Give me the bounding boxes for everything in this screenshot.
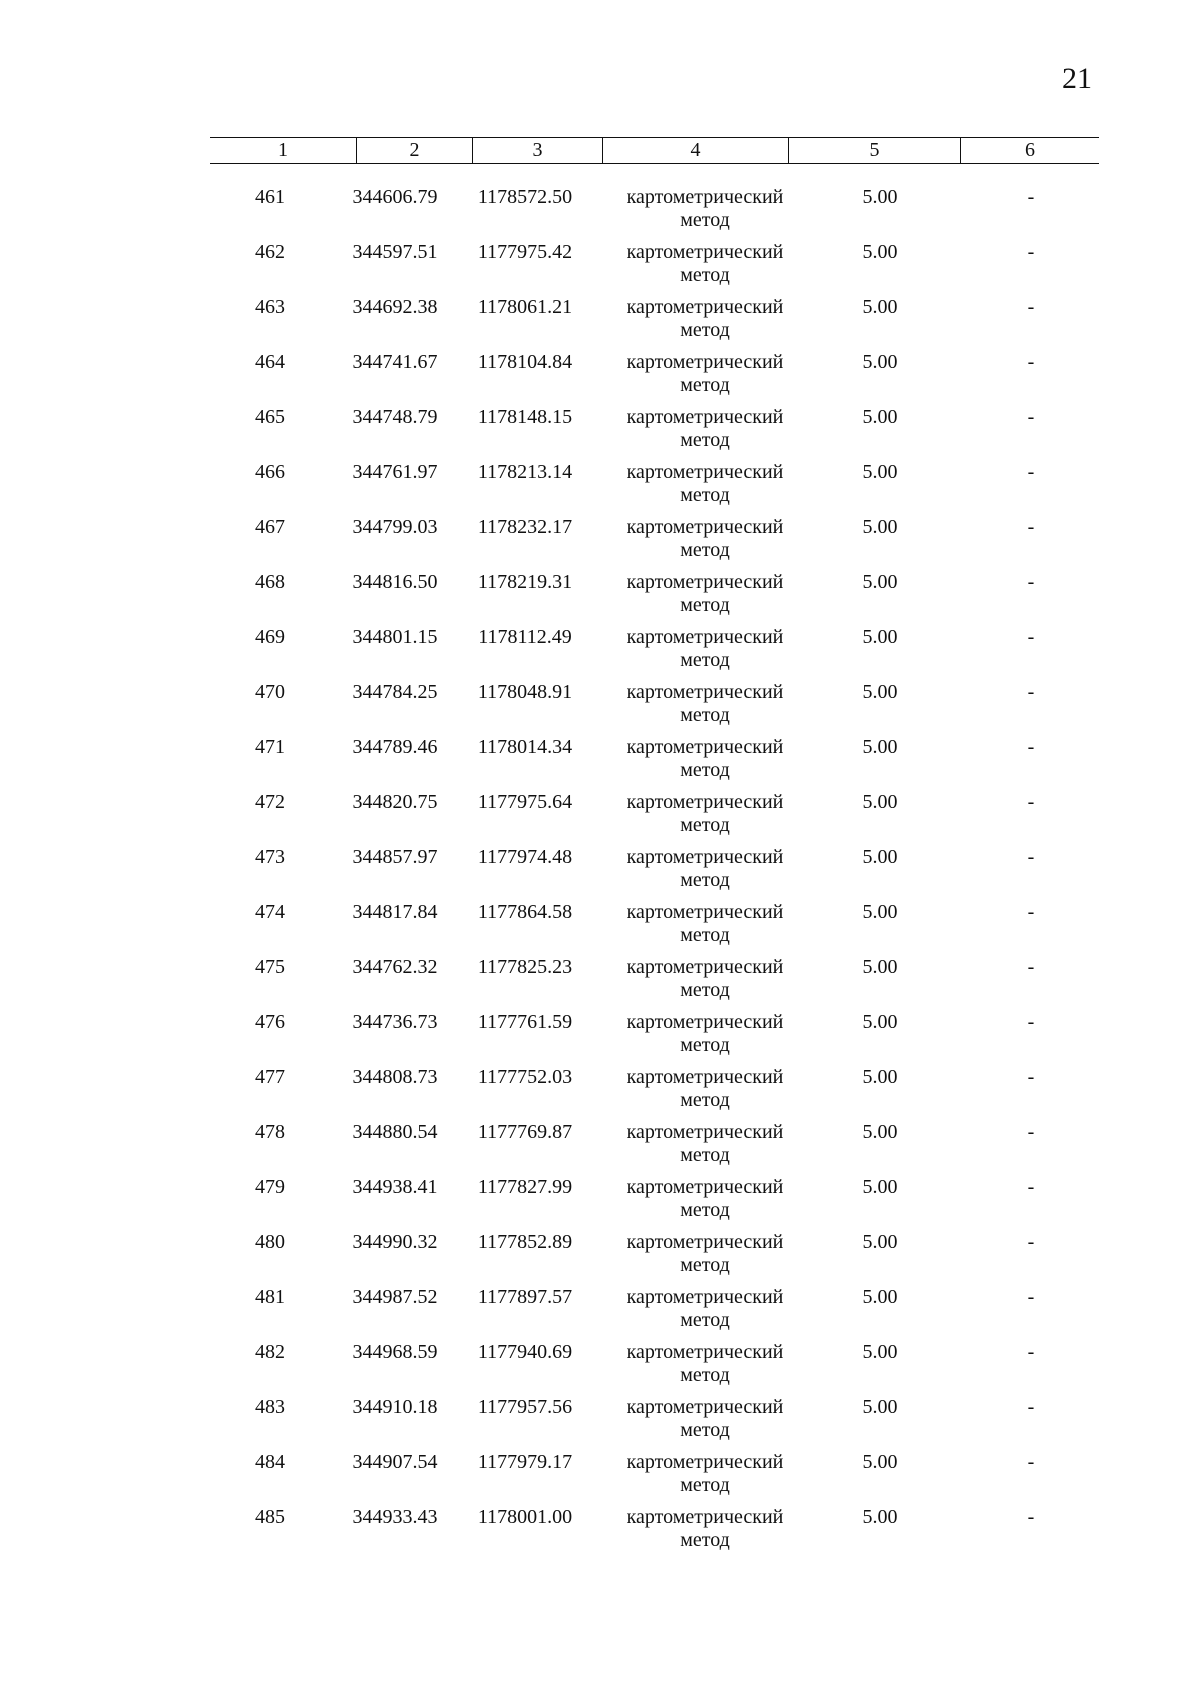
point-number-cell: 478 bbox=[255, 1121, 285, 1143]
method-line-1: картометрический bbox=[626, 846, 784, 868]
method-cell bbox=[600, 791, 810, 837]
method-cell bbox=[600, 1011, 810, 1057]
coordinate-x-cell: 344799.03 bbox=[352, 516, 438, 538]
coordinate-y-cell: 1177975.64 bbox=[477, 791, 573, 813]
description-cell: - bbox=[1027, 1121, 1035, 1143]
method-cell bbox=[600, 956, 810, 1002]
description-cell: - bbox=[1027, 956, 1035, 978]
method-line-1: картометрический bbox=[626, 681, 784, 703]
description-cell: - bbox=[1027, 296, 1035, 318]
coordinate-y-cell: 1177975.42 bbox=[477, 241, 573, 263]
coordinate-x-cell: 344816.50 bbox=[352, 571, 438, 593]
point-number-cell: 474 bbox=[255, 901, 285, 923]
header-cell-6: 6 bbox=[960, 138, 1099, 163]
method-cell bbox=[600, 1286, 810, 1332]
table-row bbox=[210, 241, 1099, 296]
description-cell: - bbox=[1027, 791, 1035, 813]
method-cell bbox=[600, 241, 810, 287]
coordinate-x-cell: 344817.84 bbox=[352, 901, 438, 923]
coordinate-y-cell: 1178112.49 bbox=[478, 626, 572, 648]
accuracy-cell: 5.00 bbox=[862, 516, 898, 538]
method-line-1: картометрический bbox=[626, 791, 784, 813]
coordinate-x-cell: 344987.52 bbox=[352, 1286, 438, 1308]
method-line-1: картометрический bbox=[626, 406, 784, 428]
table-row bbox=[210, 626, 1099, 681]
accuracy-cell: 5.00 bbox=[862, 406, 898, 428]
coordinate-y-cell: 1178014.34 bbox=[477, 736, 573, 758]
method-line-1: картометрический bbox=[626, 1506, 784, 1528]
accuracy-cell: 5.00 bbox=[862, 1451, 898, 1473]
method-line-1: картометрический bbox=[626, 1451, 784, 1473]
coordinate-y-cell: 1178572.50 bbox=[477, 186, 573, 208]
accuracy-cell: 5.00 bbox=[862, 1286, 898, 1308]
coordinate-y-cell: 1178219.31 bbox=[477, 571, 573, 593]
coordinate-y-cell: 1178104.84 bbox=[477, 351, 573, 373]
description-cell: - bbox=[1027, 626, 1035, 648]
coordinate-x-cell: 344692.38 bbox=[352, 296, 438, 318]
accuracy-cell: 5.00 bbox=[862, 351, 898, 373]
accuracy-cell: 5.00 bbox=[862, 1341, 898, 1363]
table-row bbox=[210, 296, 1099, 351]
method-cell bbox=[600, 406, 810, 452]
method-line-1: картометрический bbox=[626, 1341, 784, 1363]
description-cell: - bbox=[1027, 1506, 1035, 1528]
method-line-1: картометрический bbox=[626, 1231, 784, 1253]
accuracy-cell: 5.00 bbox=[862, 1176, 898, 1198]
method-line-2: метод bbox=[680, 1474, 730, 1496]
coordinate-x-cell: 344748.79 bbox=[352, 406, 438, 428]
table-row bbox=[210, 1176, 1099, 1231]
description-cell: - bbox=[1027, 571, 1035, 593]
coordinate-y-cell: 1178213.14 bbox=[477, 461, 573, 483]
point-number-cell: 464 bbox=[255, 351, 285, 373]
method-cell bbox=[600, 1176, 810, 1222]
description-cell: - bbox=[1027, 1231, 1035, 1253]
method-line-2: метод bbox=[680, 1144, 730, 1166]
accuracy-cell: 5.00 bbox=[862, 1011, 898, 1033]
coordinate-x-cell: 344820.75 bbox=[352, 791, 438, 813]
method-cell bbox=[600, 516, 810, 562]
table-row bbox=[210, 1286, 1099, 1341]
description-cell: - bbox=[1027, 406, 1035, 428]
method-line-1: картометрический bbox=[626, 296, 784, 318]
header-cell-1: 1 bbox=[278, 139, 288, 161]
description-cell: - bbox=[1027, 736, 1035, 758]
description-cell: - bbox=[1027, 1451, 1035, 1473]
accuracy-cell: 5.00 bbox=[862, 461, 898, 483]
method-line-2: метод bbox=[680, 1309, 730, 1331]
coordinate-x-cell: 344938.41 bbox=[352, 1176, 438, 1198]
coordinate-y-cell: 1177852.89 bbox=[477, 1231, 573, 1253]
description-cell: - bbox=[1027, 516, 1035, 538]
point-number-cell: 462 bbox=[255, 241, 285, 263]
page-number: 21 bbox=[1062, 62, 1092, 95]
method-line-2: метод bbox=[680, 814, 730, 836]
description-cell: - bbox=[1027, 1066, 1035, 1088]
coordinate-x-cell: 344736.73 bbox=[352, 1011, 438, 1033]
header-cell-5: 5 bbox=[788, 138, 960, 163]
point-number-cell: 485 bbox=[255, 1506, 285, 1528]
point-number-cell: 480 bbox=[255, 1231, 285, 1253]
point-number-cell: 467 bbox=[255, 516, 285, 538]
method-line-1: картометрический bbox=[626, 571, 784, 593]
point-number-cell: 476 bbox=[255, 1011, 285, 1033]
method-cell bbox=[600, 1506, 810, 1552]
accuracy-cell: 5.00 bbox=[862, 736, 898, 758]
method-line-2: метод bbox=[680, 924, 730, 946]
method-line-2: метод bbox=[680, 1529, 730, 1551]
coordinate-x-cell: 344761.97 bbox=[352, 461, 438, 483]
method-line-1: картометрический bbox=[626, 901, 784, 923]
point-number-cell: 482 bbox=[255, 1341, 285, 1363]
point-number-cell: 477 bbox=[255, 1066, 285, 1088]
description-cell: - bbox=[1027, 1396, 1035, 1418]
accuracy-cell: 5.00 bbox=[862, 956, 898, 978]
method-line-2: метод bbox=[680, 1199, 730, 1221]
accuracy-cell: 5.00 bbox=[862, 241, 898, 263]
table-row bbox=[210, 681, 1099, 736]
coordinate-y-cell: 1177769.87 bbox=[477, 1121, 573, 1143]
point-number-cell: 463 bbox=[255, 296, 285, 318]
table-row bbox=[210, 1231, 1099, 1286]
table-row bbox=[210, 1121, 1099, 1176]
accuracy-cell: 5.00 bbox=[862, 1396, 898, 1418]
table-row bbox=[210, 791, 1099, 846]
coordinate-y-cell: 1177827.99 bbox=[477, 1176, 573, 1198]
method-cell bbox=[600, 846, 810, 892]
method-cell bbox=[600, 186, 810, 232]
method-line-1: картометрический bbox=[626, 736, 784, 758]
method-line-1: картометрический bbox=[626, 626, 784, 648]
method-line-1: картометрический bbox=[626, 351, 784, 373]
coordinate-y-cell: 1177752.03 bbox=[477, 1066, 573, 1088]
description-cell: - bbox=[1027, 186, 1035, 208]
coordinate-x-cell: 344933.43 bbox=[352, 1506, 438, 1528]
header-cell-2: 2 bbox=[356, 138, 472, 163]
method-cell bbox=[600, 736, 810, 782]
method-line-1: картометрический bbox=[626, 956, 784, 978]
coordinate-x-cell: 344606.79 bbox=[352, 186, 438, 208]
coordinate-x-cell: 344784.25 bbox=[352, 681, 438, 703]
method-line-2: метод bbox=[680, 869, 730, 891]
method-line-1: картометрический bbox=[626, 1011, 784, 1033]
description-cell: - bbox=[1027, 681, 1035, 703]
method-line-2: метод bbox=[680, 704, 730, 726]
description-cell: - bbox=[1027, 461, 1035, 483]
table-row bbox=[210, 186, 1099, 241]
description-cell: - bbox=[1027, 1341, 1035, 1363]
method-line-2: метод bbox=[680, 649, 730, 671]
method-cell bbox=[600, 1066, 810, 1112]
coordinate-y-cell: 1177979.17 bbox=[477, 1451, 573, 1473]
coordinate-x-cell: 344597.51 bbox=[352, 241, 438, 263]
coordinate-x-cell: 344880.54 bbox=[352, 1121, 438, 1143]
method-line-2: метод bbox=[680, 759, 730, 781]
method-line-1: картометрический bbox=[626, 461, 784, 483]
method-cell bbox=[600, 1121, 810, 1167]
description-cell: - bbox=[1027, 1286, 1035, 1308]
method-line-2: метод bbox=[680, 1419, 730, 1441]
method-cell bbox=[600, 681, 810, 727]
method-cell bbox=[600, 901, 810, 947]
table-row bbox=[210, 1066, 1099, 1121]
coordinate-x-cell: 344907.54 bbox=[352, 1451, 438, 1473]
point-number-cell: 469 bbox=[255, 626, 285, 648]
description-cell: - bbox=[1027, 1011, 1035, 1033]
header-cell-3: 3 bbox=[472, 138, 602, 163]
point-number-cell: 483 bbox=[255, 1396, 285, 1418]
accuracy-cell: 5.00 bbox=[862, 1231, 898, 1253]
point-number-cell: 468 bbox=[255, 571, 285, 593]
coordinate-y-cell: 1177974.48 bbox=[477, 846, 573, 868]
coordinate-x-cell: 344762.32 bbox=[352, 956, 438, 978]
method-line-2: метод bbox=[680, 539, 730, 561]
description-cell: - bbox=[1027, 351, 1035, 373]
point-number-cell: 471 bbox=[255, 736, 285, 758]
method-cell bbox=[600, 351, 810, 397]
method-line-1: картометрический bbox=[626, 186, 784, 208]
coordinate-y-cell: 1178148.15 bbox=[477, 406, 573, 428]
point-number-cell: 475 bbox=[255, 956, 285, 978]
description-cell: - bbox=[1027, 901, 1035, 923]
table-row bbox=[210, 846, 1099, 901]
method-line-1: картометрический bbox=[626, 1286, 784, 1308]
method-line-2: метод bbox=[680, 594, 730, 616]
accuracy-cell: 5.00 bbox=[862, 571, 898, 593]
accuracy-cell: 5.00 bbox=[862, 1506, 898, 1528]
table-row bbox=[210, 406, 1099, 461]
coordinate-y-cell: 1177864.58 bbox=[477, 901, 573, 923]
coordinate-y-cell: 1177897.57 bbox=[477, 1286, 573, 1308]
method-line-1: картометрический bbox=[626, 1066, 784, 1088]
method-line-2: метод bbox=[680, 264, 730, 286]
method-cell bbox=[600, 1341, 810, 1387]
table-row bbox=[210, 736, 1099, 791]
method-line-2: метод bbox=[680, 319, 730, 341]
accuracy-cell: 5.00 bbox=[862, 1121, 898, 1143]
header-cell-4: 4 bbox=[602, 138, 788, 163]
table-row bbox=[210, 901, 1099, 956]
coordinate-x-cell: 344741.67 bbox=[352, 351, 438, 373]
method-line-2: метод bbox=[680, 484, 730, 506]
method-line-2: метод bbox=[680, 1089, 730, 1111]
point-number-cell: 466 bbox=[255, 461, 285, 483]
method-cell bbox=[600, 1451, 810, 1497]
point-number-cell: 465 bbox=[255, 406, 285, 428]
accuracy-cell: 5.00 bbox=[862, 626, 898, 648]
method-line-1: картометрический bbox=[626, 1396, 784, 1418]
method-line-2: метод bbox=[680, 1254, 730, 1276]
point-number-cell: 470 bbox=[255, 681, 285, 703]
coordinate-y-cell: 1177761.59 bbox=[477, 1011, 573, 1033]
table-body bbox=[210, 186, 1099, 1561]
table-row bbox=[210, 1451, 1099, 1506]
method-cell bbox=[600, 626, 810, 672]
description-cell: - bbox=[1027, 846, 1035, 868]
table-row bbox=[210, 1011, 1099, 1066]
point-number-cell: 461 bbox=[255, 186, 285, 208]
coordinate-x-cell: 344857.97 bbox=[352, 846, 438, 868]
coordinate-y-cell: 1178232.17 bbox=[477, 516, 573, 538]
point-number-cell: 479 bbox=[255, 1176, 285, 1198]
table-row bbox=[210, 1341, 1099, 1396]
method-cell bbox=[600, 1396, 810, 1442]
method-line-2: метод bbox=[680, 429, 730, 451]
coordinate-y-cell: 1177957.56 bbox=[477, 1396, 573, 1418]
coordinate-y-cell: 1178001.00 bbox=[477, 1506, 573, 1528]
coordinate-x-cell: 344990.32 bbox=[352, 1231, 438, 1253]
accuracy-cell: 5.00 bbox=[862, 186, 898, 208]
method-line-2: метод bbox=[680, 1034, 730, 1056]
method-line-2: метод bbox=[680, 374, 730, 396]
method-line-1: картометрический bbox=[626, 241, 784, 263]
method-line-1: картометрический bbox=[626, 1176, 784, 1198]
table-row bbox=[210, 1396, 1099, 1451]
coordinate-x-cell: 344808.73 bbox=[352, 1066, 438, 1088]
table-header bbox=[210, 137, 1099, 164]
table-row bbox=[210, 516, 1099, 571]
method-line-1: картометрический bbox=[626, 516, 784, 538]
description-cell: - bbox=[1027, 241, 1035, 263]
coordinate-x-cell: 344968.59 bbox=[352, 1341, 438, 1363]
method-cell bbox=[600, 1231, 810, 1277]
coordinate-y-cell: 1178048.91 bbox=[477, 681, 573, 703]
coordinate-x-cell: 344910.18 bbox=[352, 1396, 438, 1418]
method-line-2: метод bbox=[680, 209, 730, 231]
table-row bbox=[210, 461, 1099, 516]
coordinate-x-cell: 344789.46 bbox=[352, 736, 438, 758]
accuracy-cell: 5.00 bbox=[862, 846, 898, 868]
point-number-cell: 473 bbox=[255, 846, 285, 868]
description-cell: - bbox=[1027, 1176, 1035, 1198]
point-number-cell: 472 bbox=[255, 791, 285, 813]
point-number-cell: 481 bbox=[255, 1286, 285, 1308]
method-line-2: метод bbox=[680, 979, 730, 1001]
table-row bbox=[210, 1506, 1099, 1561]
coordinate-y-cell: 1177825.23 bbox=[477, 956, 573, 978]
table-row bbox=[210, 351, 1099, 406]
point-number-cell: 484 bbox=[255, 1451, 285, 1473]
accuracy-cell: 5.00 bbox=[862, 296, 898, 318]
coordinate-y-cell: 1177940.69 bbox=[477, 1341, 573, 1363]
table-row bbox=[210, 956, 1099, 1011]
coordinate-y-cell: 1178061.21 bbox=[477, 296, 573, 318]
method-line-2: метод bbox=[680, 1364, 730, 1386]
accuracy-cell: 5.00 bbox=[862, 1066, 898, 1088]
coordinate-x-cell: 344801.15 bbox=[352, 626, 438, 648]
accuracy-cell: 5.00 bbox=[862, 901, 898, 923]
method-line-1: картометрический bbox=[626, 1121, 784, 1143]
method-cell bbox=[600, 571, 810, 617]
accuracy-cell: 5.00 bbox=[862, 791, 898, 813]
accuracy-cell: 5.00 bbox=[862, 681, 898, 703]
table-row bbox=[210, 571, 1099, 626]
method-cell bbox=[600, 296, 810, 342]
method-cell bbox=[600, 461, 810, 507]
